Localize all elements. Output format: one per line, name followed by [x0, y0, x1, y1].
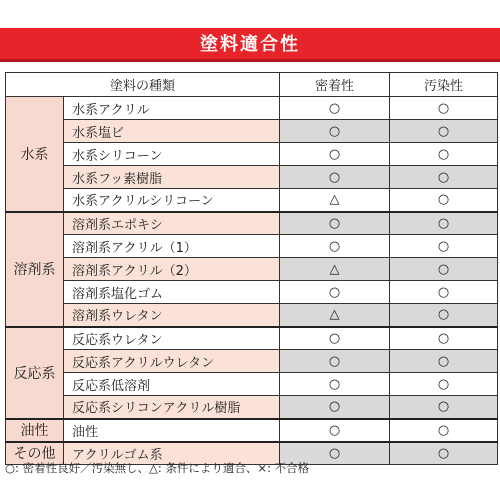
paint-name-cell: 水系塩ビ	[64, 120, 280, 143]
legend-note: ○: 密着性良好／汚染無し、△: 条件により適合、×: 不合格	[5, 461, 310, 475]
compatibility-table	[5, 72, 498, 465]
table-row	[6, 396, 498, 419]
stain-cell: ○	[390, 120, 498, 143]
table-row	[6, 235, 498, 258]
stain-cell: ○	[390, 97, 498, 120]
paint-name-cell: 水系アクリルシリコーン	[64, 189, 280, 212]
adhesion-cell: ○	[280, 281, 390, 304]
stain-cell: ○	[390, 143, 498, 166]
page-title: 塗料適合性	[200, 34, 300, 55]
header-adhesion: 密着性	[280, 73, 390, 97]
stain-cell: ○	[390, 327, 498, 350]
header-kind: 塗料の種類	[6, 73, 280, 97]
adhesion-cell: △	[280, 258, 390, 281]
table-row	[6, 120, 498, 143]
category-cell: 反応系	[6, 327, 64, 419]
adhesion-cell: ○	[280, 373, 390, 396]
paint-name-cell: 溶剤系塩化ゴム	[64, 281, 280, 304]
stain-cell: ○	[390, 419, 498, 442]
adhesion-cell: ○	[280, 396, 390, 419]
adhesion-cell: △	[280, 189, 390, 212]
stain-cell: ○	[390, 258, 498, 281]
adhesion-cell: ○	[280, 327, 390, 350]
adhesion-cell: △	[280, 304, 390, 327]
category-cell: 溶剤系	[6, 212, 64, 327]
stain-cell: ○	[390, 442, 498, 465]
paint-name-cell: 溶剤系アクリル（1）	[64, 235, 280, 258]
category-cell: 油性	[6, 419, 64, 442]
stain-cell: ○	[390, 396, 498, 419]
paint-name-cell: 反応系低溶剤	[64, 373, 280, 396]
table-row	[6, 350, 498, 373]
stain-cell: ○	[390, 166, 498, 189]
paint-name-cell: 水系フッ素樹脂	[64, 166, 280, 189]
adhesion-cell: ○	[280, 212, 390, 235]
stain-cell: ○	[390, 281, 498, 304]
paint-name-cell: 反応系アクリルウレタン	[64, 350, 280, 373]
table-row	[6, 419, 498, 442]
table-row	[6, 327, 498, 350]
adhesion-cell: ○	[280, 166, 390, 189]
adhesion-cell: ○	[280, 442, 390, 465]
paint-name-cell: アクリルゴム系	[64, 442, 280, 465]
stain-cell: ○	[390, 235, 498, 258]
stain-cell: ○	[390, 304, 498, 327]
table-row	[6, 258, 498, 281]
title-banner	[0, 28, 500, 62]
table-row	[6, 281, 498, 304]
table-row	[6, 212, 498, 235]
stain-cell: ○	[390, 212, 498, 235]
paint-name-cell: 反応系シリコンアクリル樹脂	[64, 396, 280, 419]
paint-name-cell: 油性	[64, 419, 280, 442]
adhesion-cell: ○	[280, 419, 390, 442]
paint-name-cell: 水系シリコーン	[64, 143, 280, 166]
table-row	[6, 189, 498, 212]
adhesion-cell: ○	[280, 143, 390, 166]
paint-name-cell: 溶剤系アクリル（2）	[64, 258, 280, 281]
paint-name-cell: 反応系ウレタン	[64, 327, 280, 350]
adhesion-cell: ○	[280, 120, 390, 143]
adhesion-cell: ○	[280, 235, 390, 258]
table-header-row	[6, 73, 498, 97]
table-row	[6, 373, 498, 396]
adhesion-cell: ○	[280, 350, 390, 373]
stain-cell: ○	[390, 373, 498, 396]
table-row	[6, 97, 498, 120]
adhesion-cell: ○	[280, 97, 390, 120]
paint-name-cell: 溶剤系エポキシ	[64, 212, 280, 235]
category-cell: 水系	[6, 97, 64, 212]
stain-cell: ○	[390, 189, 498, 212]
table-row	[6, 143, 498, 166]
category-cell: その他	[6, 442, 64, 465]
table-row	[6, 166, 498, 189]
paint-name-cell: 溶剤系ウレタン	[64, 304, 280, 327]
table-row	[6, 304, 498, 327]
stain-cell: ○	[390, 350, 498, 373]
header-stain: 汚染性	[390, 73, 498, 97]
table-body	[6, 97, 498, 465]
paint-name-cell: 水系アクリル	[64, 97, 280, 120]
